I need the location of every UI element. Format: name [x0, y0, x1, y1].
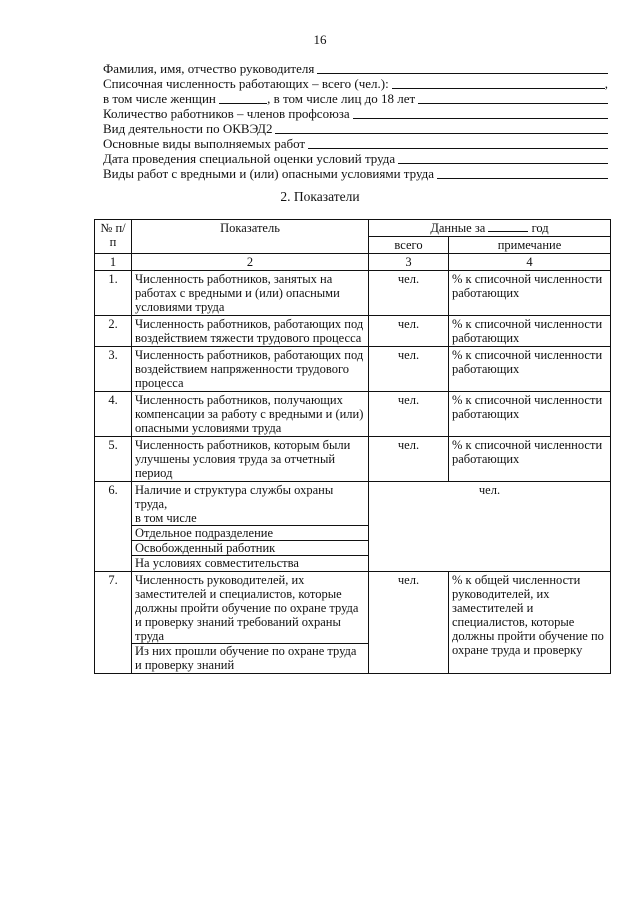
row-no: 4.	[95, 392, 132, 437]
table-row-6	[95, 482, 611, 572]
row-indicator: Численность работников, занятых на работах с вредными и (или) опасными условиями труда	[132, 271, 369, 316]
page-number: 16	[313, 32, 327, 47]
col-header-data: Данные за год	[369, 220, 611, 237]
row-note: % к общей численности руководителей, их заместителей и специалистов, которые должны пройти обучение по охране труда и проверку	[449, 572, 611, 674]
row-no: 7.	[95, 572, 132, 674]
col-header-no: № п/п	[95, 220, 132, 254]
header-line-assessment: Дата проведения специальной оценки условий труда	[103, 151, 608, 167]
row-sub-label: Из них прошли обучение по охране труда и проверку знаний	[135, 644, 357, 672]
row-no: 1.	[95, 271, 132, 316]
row-indicator-main: Численность руководителей, их заместителей и специалистов, которые должны пройти обучение по охране труда и проверку знаний требований охраны труда	[132, 573, 368, 644]
header-line-headcount: Списочная численность работающих – всего (чел.): ,	[103, 76, 608, 91]
year-blank[interactable]	[488, 221, 528, 232]
row-unit[interactable]: чел.	[369, 482, 611, 572]
table-row	[95, 392, 611, 437]
col-header-note: примечание	[449, 237, 611, 254]
blank-field[interactable]	[219, 91, 267, 104]
blank-field[interactable]	[353, 106, 608, 119]
row-sub-label: На условиях совместительства	[135, 556, 299, 570]
row-no: 2.	[95, 316, 132, 347]
col-num: 3	[369, 254, 449, 271]
row-note: % к списочной численности работающих	[449, 316, 611, 347]
header-line-works: Основные виды выполняемых работ	[103, 136, 608, 152]
row-note: % к списочной численности работающих	[449, 347, 611, 392]
row-indicator: Численность работников, работающих под воздействием напряженности трудового процесса	[132, 347, 369, 392]
header-line-director: Фамилия, имя, отчество руководителя	[103, 61, 608, 77]
row-note: % к списочной численности работающих	[449, 271, 611, 316]
row-indicator: Численность работников, работающих под воздействием тяжести трудового процесса	[132, 316, 369, 347]
table-row	[95, 347, 611, 392]
row-note: % к списочной численности работающих	[449, 437, 611, 482]
row-unit[interactable]: чел.	[369, 316, 449, 347]
section-title: 2. Показатели	[280, 189, 360, 204]
col-header-indicator: Показатель	[132, 220, 369, 254]
row-sub-label: в том числе	[132, 511, 368, 526]
header-line-union: Количество работников – членов профсоюза	[103, 106, 608, 122]
table-row-7	[95, 572, 611, 674]
blank-field[interactable]	[437, 166, 608, 179]
row-unit[interactable]: чел.	[369, 347, 449, 392]
indicators-table	[94, 219, 611, 674]
col-num: 1	[95, 254, 132, 271]
row-indicator	[132, 572, 369, 674]
header-line-okved: Вид деятельности по ОКВЭД2	[103, 121, 608, 137]
row-indicator: Численность работников, получающих компенсации за работу с вредными и (или) опасными условиями труда	[132, 392, 369, 437]
row-unit[interactable]: чел.	[369, 392, 449, 437]
blank-field[interactable]	[398, 151, 608, 164]
blank-field[interactable]	[317, 61, 608, 74]
header-line-hazard: Виды работ с вредными и (или) опасными условиями труда	[103, 166, 608, 182]
col-num: 4	[449, 254, 611, 271]
col-num: 2	[132, 254, 369, 271]
blank-field[interactable]	[308, 136, 608, 149]
row-note: % к списочной численности работающих	[449, 392, 611, 437]
row-indicator	[132, 482, 369, 572]
row-no: 6.	[95, 482, 132, 572]
row-unit[interactable]: чел.	[369, 437, 449, 482]
blank-field[interactable]	[392, 76, 605, 89]
row-no: 5.	[95, 437, 132, 482]
blank-field[interactable]	[275, 121, 608, 134]
row-sub-label: Освобожденный работник	[132, 541, 368, 556]
row-no: 3.	[95, 347, 132, 392]
row-indicator: Численность работников, которым были улучшены условия труда за отчетный период	[132, 437, 369, 482]
table-row	[95, 271, 611, 316]
column-numbers-row	[95, 254, 611, 271]
table-header-row	[95, 220, 611, 237]
row-unit[interactable]: чел.	[369, 271, 449, 316]
table-row	[95, 437, 611, 482]
blank-field[interactable]	[418, 91, 608, 104]
row-sub-label: Отдельное подразделение	[132, 526, 368, 541]
col-header-total: всего	[369, 237, 449, 254]
row-indicator-main: Наличие и структура службы охраны труда,	[135, 483, 334, 511]
header-line-women: в том числе женщин , в том числе лиц до 18 лет	[103, 91, 608, 107]
row-unit[interactable]: чел.	[369, 572, 449, 674]
table-row	[95, 316, 611, 347]
